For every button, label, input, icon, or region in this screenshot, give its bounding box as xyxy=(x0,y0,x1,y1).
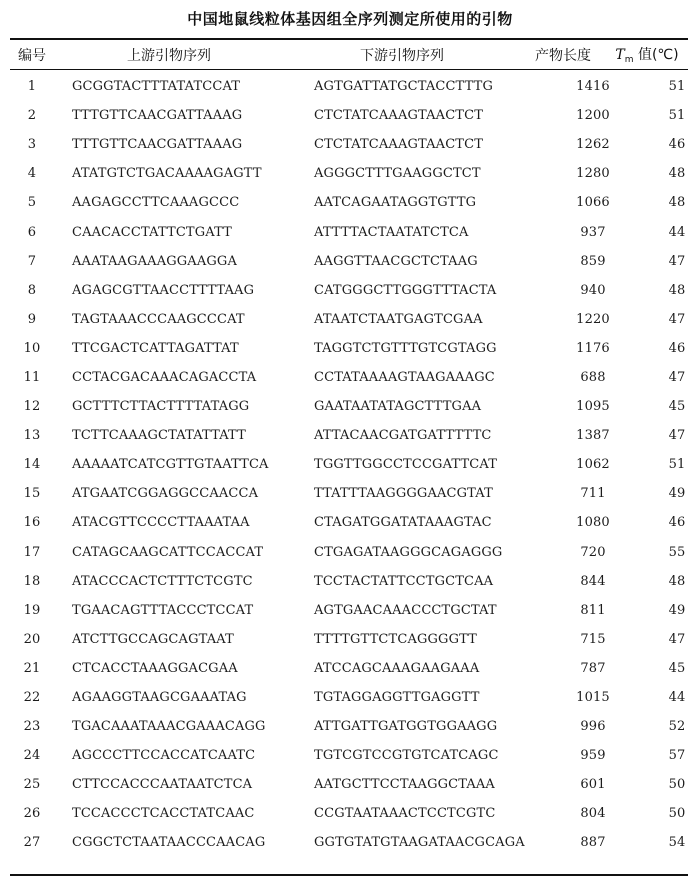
cell-tm: 45 xyxy=(668,399,686,415)
cell-forward-primer: ATACCCACTCTTTCTCGTC xyxy=(72,573,253,589)
cell-product-length: 1095 xyxy=(576,399,610,415)
cell-tm: 48 xyxy=(668,282,686,298)
cell-reverse-primer: CTGAGATAAGGGCAGAGGG xyxy=(314,544,503,560)
cell-tm: 55 xyxy=(668,544,686,560)
cell-tm: 47 xyxy=(668,253,686,269)
cell-reverse-primer: ATTTTACTAATATCTCA xyxy=(314,224,469,240)
table-row xyxy=(10,683,700,712)
cell-forward-primer: ATCTTGCCAGCAGTAAT xyxy=(72,631,234,647)
cell-tm: 47 xyxy=(668,631,686,647)
cell-tm: 51 xyxy=(668,108,686,124)
table-title: 中国地鼠线粒体基因组全序列测定所使用的引物 xyxy=(187,10,513,28)
cell-no: 11 xyxy=(23,369,41,385)
table-row xyxy=(10,450,700,479)
cell-forward-primer: TAGTAAACCCAAGCCCAT xyxy=(72,311,245,327)
cell-reverse-primer: CATGGGCTTGGGTTTACTA xyxy=(314,282,497,298)
cell-reverse-primer: AGTGATTATGCTACCTTTG xyxy=(314,79,494,95)
cell-tm: 51 xyxy=(668,457,686,473)
cell-product-length: 887 xyxy=(580,835,606,851)
cell-forward-primer: TTTGTTCAACGATTAAAG xyxy=(72,108,243,124)
cell-tm: 57 xyxy=(668,748,686,764)
cell-product-length: 859 xyxy=(580,253,606,269)
cell-product-length: 937 xyxy=(580,224,606,240)
cell-forward-primer: TGAACAGTTTACCCTCCAT xyxy=(72,602,254,618)
cell-product-length: 711 xyxy=(580,486,606,502)
cell-reverse-primer: ATAATCTAATGAGTCGAA xyxy=(314,311,483,327)
cell-reverse-primer: CCTATAAAAGTAAGAAAGC xyxy=(314,369,495,385)
cell-tm: 48 xyxy=(668,166,686,182)
cell-reverse-primer: GGTGTATGTAAGATAACGCAGA xyxy=(314,835,525,851)
cell-forward-primer: ATGAATCGGAGGCCAACCA xyxy=(72,486,259,502)
cell-no: 13 xyxy=(23,428,41,444)
cell-no: 18 xyxy=(23,573,41,589)
cell-no: 26 xyxy=(23,806,41,822)
cell-tm: 48 xyxy=(668,195,686,211)
cell-forward-primer: AGCCCTTCCACCATCAATC xyxy=(72,748,256,764)
table-row xyxy=(10,421,700,450)
cell-product-length: 601 xyxy=(580,777,606,793)
header-tm-symbol: T xyxy=(615,47,625,63)
cell-forward-primer: CTTCCACCCAATAATCTCA xyxy=(72,777,253,793)
cell-tm: 46 xyxy=(668,137,686,153)
cell-no: 12 xyxy=(23,399,41,415)
cell-tm: 51 xyxy=(668,79,686,95)
cell-no: 25 xyxy=(23,777,41,793)
cell-product-length: 1176 xyxy=(576,340,610,356)
cell-reverse-primer: CTCTATCAAAGTAACTCT xyxy=(314,137,484,153)
cell-forward-primer: TCCACCCTCACCTATCAAC xyxy=(72,806,255,822)
cell-no: 10 xyxy=(23,340,41,356)
table-row xyxy=(10,625,700,654)
cell-reverse-primer: ATTACAACGATGATTTTTC xyxy=(314,428,492,444)
cell-no: 2 xyxy=(27,108,37,124)
cell-no: 8 xyxy=(27,282,37,298)
cell-product-length: 1387 xyxy=(576,428,610,444)
table-row xyxy=(10,479,700,508)
cell-tm: 54 xyxy=(668,835,686,851)
cell-product-length: 1062 xyxy=(576,457,610,473)
table-row xyxy=(10,508,700,537)
cell-forward-primer: AGAAGGTAAGCGAAATAG xyxy=(72,690,247,706)
cell-reverse-primer: TGTAGGAGGTTGAGGTT xyxy=(314,690,480,706)
cell-product-length: 940 xyxy=(580,282,606,298)
cell-product-length: 844 xyxy=(580,573,606,589)
cell-no: 24 xyxy=(23,748,41,764)
cell-product-length: 1200 xyxy=(576,108,610,124)
header-tm xyxy=(606,40,688,69)
cell-product-length: 1015 xyxy=(576,690,610,706)
table-row xyxy=(10,247,700,276)
cell-forward-primer: GCTTTCTTACTTTTATAGG xyxy=(72,399,250,415)
cell-tm: 48 xyxy=(668,573,686,589)
table-row xyxy=(10,130,700,159)
cell-reverse-primer: ATTGATTGATGGTGGAAGG xyxy=(314,719,498,735)
table-row xyxy=(10,159,700,188)
header-tm-suffix: 值(℃) xyxy=(633,47,679,63)
cell-forward-primer: AAATAAGAAAGGAAGGA xyxy=(72,253,237,269)
cell-forward-primer: CGGCTCTAATAACCCAACAG xyxy=(72,835,266,851)
cell-forward-primer: CCTACGACAAACAGACCTA xyxy=(72,369,257,385)
cell-forward-primer: AAAAATCATCGTTGTAATTCA xyxy=(72,457,269,473)
cell-no: 27 xyxy=(23,835,41,851)
cell-reverse-primer: TTTTGTTCTCAGGGGTT xyxy=(314,631,477,647)
table-row xyxy=(10,538,700,567)
header-product-length: 产物长度 xyxy=(535,47,591,64)
cell-no: 4 xyxy=(27,166,37,182)
cell-no: 19 xyxy=(23,602,41,618)
cell-no: 23 xyxy=(23,719,41,735)
cell-tm: 50 xyxy=(668,777,686,793)
cell-tm: 47 xyxy=(668,369,686,385)
cell-no: 7 xyxy=(27,253,37,269)
cell-reverse-primer: TTATTTAAGGGGAACGTAT xyxy=(314,486,493,502)
cell-reverse-primer: AATGCTTCCTAAGGCTAAA xyxy=(314,777,495,793)
cell-no: 21 xyxy=(23,660,41,676)
cell-forward-primer: AGAGCGTTAACCTTTTAAG xyxy=(72,282,255,298)
cell-product-length: 959 xyxy=(580,748,606,764)
cell-no: 6 xyxy=(27,224,37,240)
header-tm-subscript: m xyxy=(624,55,634,65)
cell-product-length: 996 xyxy=(580,719,606,735)
cell-forward-primer: ATACGTTCCCCTTAAATAA xyxy=(72,515,250,531)
cell-tm: 46 xyxy=(668,515,686,531)
cell-reverse-primer: CTAGATGGATATAAAGTAC xyxy=(314,515,492,531)
cell-reverse-primer: TGGTTGGCCTCCGATTCAT xyxy=(314,457,498,473)
cell-forward-primer: GCGGTACTTTATATCCAT xyxy=(72,79,241,95)
table-row xyxy=(10,188,700,217)
primer-table xyxy=(10,72,700,858)
cell-product-length: 715 xyxy=(580,631,606,647)
bottom-rule xyxy=(10,874,688,876)
cell-no: 5 xyxy=(27,195,37,211)
cell-tm: 44 xyxy=(668,690,686,706)
cell-no: 16 xyxy=(23,515,41,531)
cell-reverse-primer: AAGGTTAACGCTCTAAG xyxy=(314,253,478,269)
cell-reverse-primer: AATCAGAATAGGTGTTG xyxy=(314,195,477,211)
primer-table-body xyxy=(10,72,700,858)
table-row xyxy=(10,654,700,683)
cell-reverse-primer: GAATAATATAGCTTTGAA xyxy=(314,399,482,415)
cell-product-length: 1280 xyxy=(576,166,610,182)
cell-reverse-primer: CTCTATCAAAGTAACTCT xyxy=(314,108,484,124)
cell-no: 22 xyxy=(23,690,41,706)
cell-forward-primer: TTCGACTCATTAGATTAT xyxy=(72,340,239,356)
cell-product-length: 811 xyxy=(580,602,606,618)
cell-product-length: 720 xyxy=(580,544,606,560)
cell-no: 20 xyxy=(23,631,41,647)
cell-no: 17 xyxy=(23,544,41,560)
cell-forward-primer: AAGAGCCTTCAAAGCCC xyxy=(72,195,240,211)
cell-product-length: 1220 xyxy=(576,311,610,327)
cell-product-length: 1080 xyxy=(576,515,610,531)
cell-product-length: 787 xyxy=(580,660,606,676)
header-forward-primer: 上游引物序列 xyxy=(127,47,211,64)
cell-tm: 47 xyxy=(668,311,686,327)
table-row xyxy=(10,596,700,625)
table-row xyxy=(10,567,700,596)
cell-tm: 45 xyxy=(668,660,686,676)
cell-forward-primer: TCTTCAAAGCTATATTATT xyxy=(72,428,246,444)
header-no: 编号 xyxy=(18,47,46,64)
table-row xyxy=(10,770,700,799)
cell-forward-primer: CTCACCTAAAGGACGAA xyxy=(72,660,238,676)
table-row xyxy=(10,712,700,741)
header-row xyxy=(10,40,688,69)
table-row xyxy=(10,741,700,770)
table-row xyxy=(10,217,700,246)
cell-tm: 47 xyxy=(668,428,686,444)
table-row xyxy=(10,334,700,363)
table-row xyxy=(10,305,700,334)
cell-no: 14 xyxy=(23,457,41,473)
cell-forward-primer: CAACACCTATTCTGATT xyxy=(72,224,232,240)
cell-reverse-primer: TGTCGTCCGTGTCATCAGC xyxy=(314,748,499,764)
table-row xyxy=(10,276,700,305)
cell-reverse-primer: AGGGCTTTGAAGGCTCT xyxy=(314,166,481,182)
cell-forward-primer: ATATGTCTGACAAAAGAGTT xyxy=(72,166,262,182)
header-reverse-primer: 下游引物序列 xyxy=(360,47,444,64)
cell-tm: 49 xyxy=(668,486,686,502)
table-row xyxy=(10,101,700,130)
cell-tm: 49 xyxy=(668,602,686,618)
cell-reverse-primer: ATCCAGCAAAGAAGAAA xyxy=(314,660,480,676)
cell-no: 1 xyxy=(27,79,37,95)
table-row xyxy=(10,392,700,421)
cell-tm: 52 xyxy=(668,719,686,735)
cell-forward-primer: TGACAAATAAACGAAACAGG xyxy=(72,719,266,735)
table-header xyxy=(10,40,688,69)
cell-no: 3 xyxy=(27,137,37,153)
cell-forward-primer: TTTGTTCAACGATTAAAG xyxy=(72,137,243,153)
header-rule xyxy=(10,69,688,70)
cell-reverse-primer: TCCTACTATTCCTGCTCAA xyxy=(314,573,494,589)
cell-product-length: 688 xyxy=(580,369,606,385)
cell-reverse-primer: TAGGTCTGTTTGTCGTAGG xyxy=(314,340,497,356)
cell-forward-primer: CATAGCAAGCATTCCACCAT xyxy=(72,544,264,560)
cell-reverse-primer: CCGTAATAAACTCCTCGTC xyxy=(314,806,496,822)
cell-no: 15 xyxy=(23,486,41,502)
cell-product-length: 1416 xyxy=(576,79,610,95)
cell-product-length: 1262 xyxy=(576,137,610,153)
cell-reverse-primer: AGTGAACAAACCCTGCTAT xyxy=(314,602,497,618)
cell-tm: 46 xyxy=(668,340,686,356)
cell-product-length: 1066 xyxy=(576,195,610,211)
table-row xyxy=(10,363,700,392)
table-row xyxy=(10,828,700,857)
cell-tm: 50 xyxy=(668,806,686,822)
cell-product-length: 804 xyxy=(580,806,606,822)
table-row xyxy=(10,72,700,101)
cell-tm: 44 xyxy=(668,224,686,240)
cell-no: 9 xyxy=(27,311,37,327)
table-row xyxy=(10,799,700,828)
